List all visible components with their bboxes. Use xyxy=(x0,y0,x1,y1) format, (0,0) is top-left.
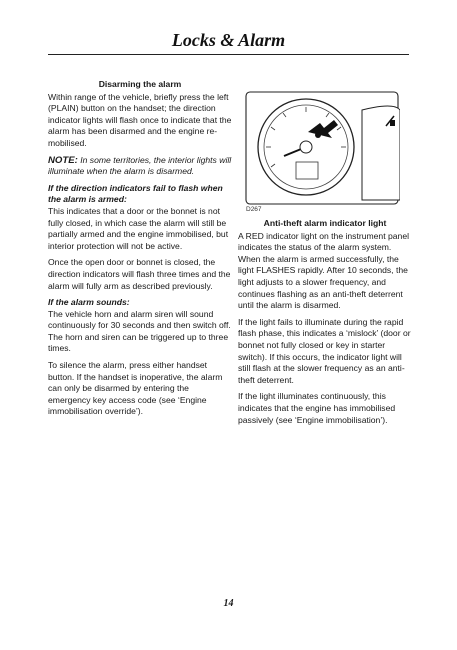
indicator-paragraph-2: If the light fails to illuminate during the rapid flash phase, this indicates a ‘mislock’ (door or bonnet not fully closed or key in starter switch). If this occurs, the indicator light will still flash at the slower frequency as an anti-theft deterrent. xyxy=(238,316,411,385)
figure-code: D267 xyxy=(246,206,262,213)
left-column xyxy=(48,79,232,423)
note-text: In some territories, the interior lights will illuminate when the alarm is disarmed. xyxy=(48,154,232,177)
alarm-indicator-light xyxy=(315,132,321,138)
indicator-paragraph-1: A RED indicator light on the instrument panel indicates the status of the alarm system. When the alarm is armed successfully, the light FLASHES rapidly. After 10 seconds, the light adjusts to a slower frequency, and continues flashing as an anti-theft deterrent until the alarm is disarmed. xyxy=(238,230,410,311)
disarm-paragraph: Within range of the vehicle, briefly press the left (PLAIN) button on the handset; the direction indicator lights will flash once to indicate that the alarm has been disarmed and the engine re-mobilised. xyxy=(48,91,232,148)
title-divider xyxy=(48,54,409,55)
sounds-subheading: If the alarm sounds: xyxy=(48,297,130,308)
sounds-paragraph-2: To silence the alarm, press either handset button. If the handset is inoperative, the alarm can only be disarmed by entering the emergency key access code (see ‘Engine immobilisation override’). xyxy=(48,360,223,417)
disarm-heading: Disarming the alarm xyxy=(98,79,182,89)
indicator-light-heading: Anti-theft alarm indicator light xyxy=(263,218,387,228)
indicator-paragraph-3: If the light illuminates continuously, this indicates that the engine has immobilised passively (see ‘Engine immobilisation’). xyxy=(238,391,396,425)
right-column xyxy=(238,218,412,431)
sounds-paragraph-1: The vehicle horn and alarm siren will sound continuously for 30 seconds and then switch off. The horn and siren can be triggered up to three times. xyxy=(48,308,231,354)
indicators-paragraph-2: Once the open door or bonnet is closed, the direction indicators will flash three times and the alarm will fully arm as described previously. xyxy=(48,257,231,291)
instrument-panel-illustration xyxy=(244,90,400,206)
page-number: 14 xyxy=(223,598,234,609)
fuel-symbol xyxy=(390,120,395,126)
note-label: NOTE: xyxy=(48,154,78,166)
needle-hub xyxy=(300,141,312,153)
note-paragraph xyxy=(48,155,232,178)
odometer-window xyxy=(296,162,318,179)
indicators-paragraph-1: This indicates that a door or the bonnet is not fully closed, in which case the alarm will still be partially armed and the engine immobilised, but interior protection will not be active. xyxy=(48,205,229,251)
page-title: Locks & Alarm xyxy=(171,30,286,50)
indicators-subheading: If the direction indicators fail to flash when the alarm is armed: xyxy=(48,182,223,205)
